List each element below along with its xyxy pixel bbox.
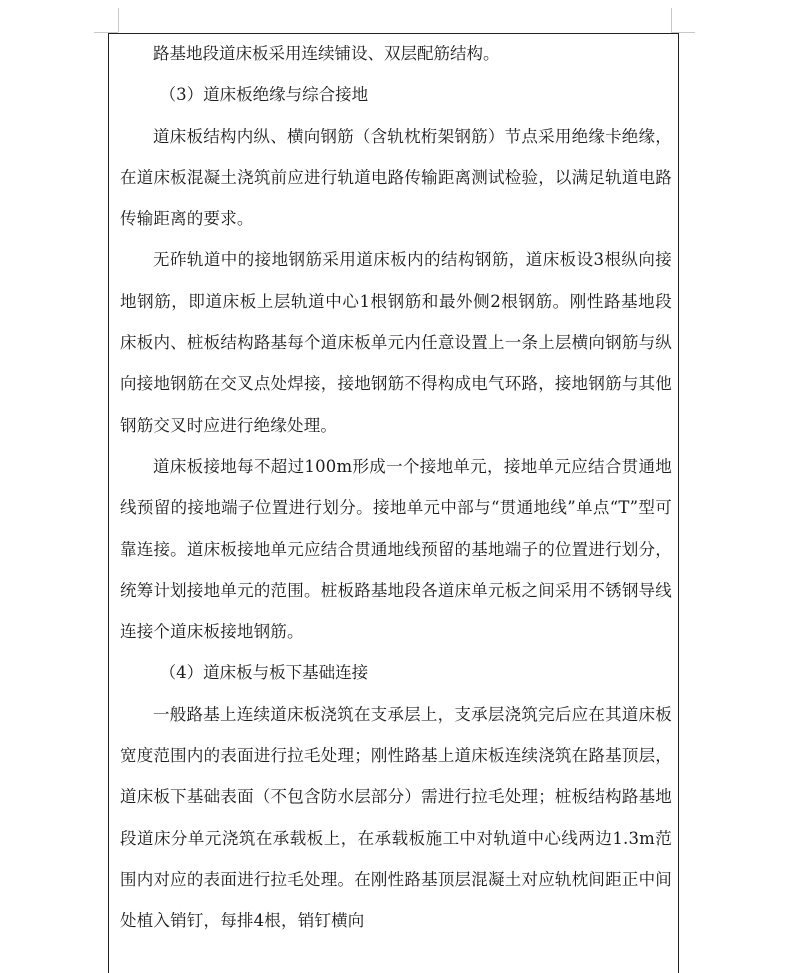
document-body[interactable]	[120, 33, 672, 942]
section-3-paragraph-2: 无砟轨道中的接地钢筋采用道床板内的结构钢筋，道床板设3根纵向接地钢筋，即道床板上层轨道中心1根钢筋和最外侧2根钢筋。刚性路基地段床板内、桩板结构路基每个道床板单元内任意设置上一条上层横向钢筋与纵向接地钢筋在交叉点处焊接，接地钢筋不得构成电气环路，接地钢筋与其他钢筋交叉时应进行绝缘处理。	[120, 250, 672, 435]
section-3-paragraph-1: 道床板结构内纵、横向钢筋（含轨枕桁架钢筋）节点采用绝缘卡绝缘，在道床板混凝土浇筑前应进行轨道电路传输距离测试检验，以满足轨道电路传输距离的要求。	[120, 126, 672, 229]
section-4-heading: （4）道床板与板下基础连接	[159, 663, 369, 683]
section-4-paragraph-1: 一般路基上连续道床板浇筑在支承层上，支承层浇筑完后应在其道床板宽度范围内的表面进行拉毛处理；刚性路基上道床板连续浇筑在路基顶层，道床板下基础表面（不包含防水层部分）需进行拉毛处理；桩板结构路基地段道床分单元浇筑在承载板上，在承载板施工中对轨道中心线两边1.3m范围内对应的表面进行拉毛处理。在刚性路基顶层混凝土对应轨枕间距正中间处植入销钉，每排4根，销钉横向	[120, 704, 672, 931]
section-3-heading: （3）道床板绝缘与综合接地	[159, 85, 369, 105]
crop-mark-top-left-vertical	[118, 8, 119, 32]
lead-line: 路基地段道床板采用连续铺设、双层配筋结构。	[153, 44, 500, 63]
crop-mark-top-right-vertical	[671, 8, 672, 32]
section-3-paragraph-3: 道床板接地每不超过100m形成一个接地单元，接地单元应结合贯通地线预留的接地端子位置进行划分。接地单元中部与“贯通地线”单点“T”型可靠连接。道床板接地单元应结合贯通地线预留的基地端子的位置进行划分，统筹计划接地单元的范围。桩板路基地段各道床单元板之间采用不锈钢导线连接个道床板接地钢筋。	[120, 456, 672, 642]
